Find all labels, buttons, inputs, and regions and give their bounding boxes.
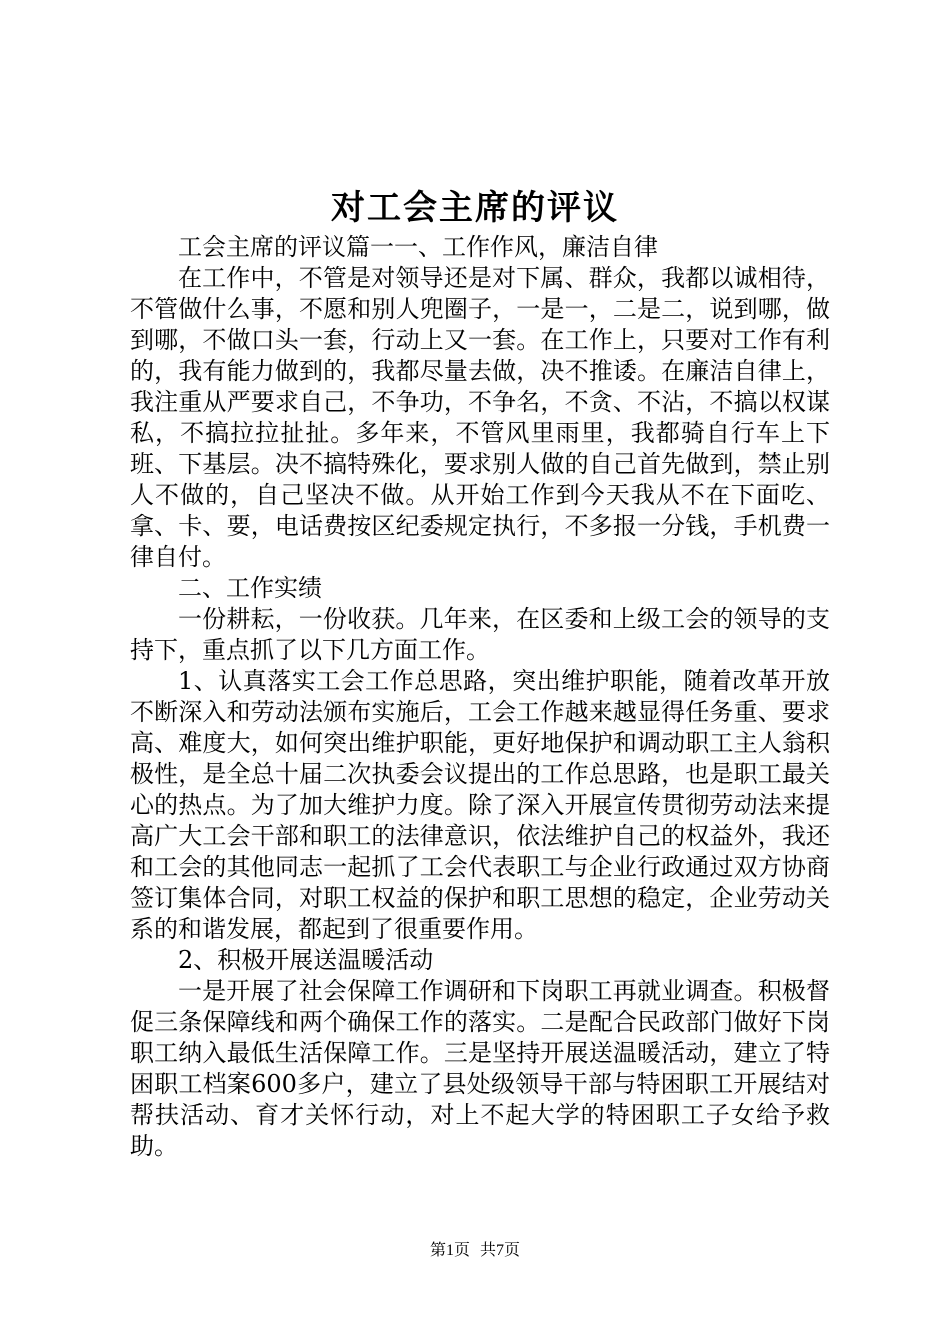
- paragraph-heading-achievements: 二、工作实绩: [178, 574, 322, 602]
- paragraph-intro: 工会主席的评议篇一一、工作作风，廉洁自律: [178, 233, 658, 261]
- document-body: [130, 232, 830, 1162]
- paragraph-item-1: 1、认真落实工会工作总思路，突出维护职能，随着改革开放不断深入和劳动法颁布实施后，工会工作越来越显得任务重、要求高、难度大，如何突出维护职能，更好地保护和调动职工主人翁积极性，是全总十届二次执委会议提出的工作总思路，也是职工最关心的热点。为了加大维护力度。除了深入开展宣传贯彻劳动法来提高广大工会干部和职工的法律意识，依法维护自己的权益外，我还和工会的其他同志一起抓了工会代表职工与企业行政通过双方协商签订集体合同，对职工权益的保护和职工思想的稳定，企业劳动关系的和谐发展，都起到了很重要作用。: [130, 667, 830, 943]
- document-title: 对工会主席的评议: [331, 188, 619, 228]
- page-footer: [0, 1240, 950, 1262]
- paragraph-work-style: 在工作中，不管是对领导还是对下属、群众，我都以诚相待，不管做什么事，不愿和别人兜圈子，一是一，二是二，说到哪，做到哪，不做口头一套，行动上又一套。在工作上，只要对工作有利的，我有能力做到的，我都尽量去做，决不推诿。在廉洁自律上，我注重从严要求自己，不争功，不争名，不贪、不沾，不搞以权谋私，不搞拉拉扯扯。多年来，不管风里雨里，我都骑自行车上下班、下基层。决不搞特殊化，要求别人做的自己首先做到，禁止别人不做的，自己坚决不做。从开始工作到今天我从不在下面吃、拿、卡、要，电话费按区纪委规定执行，不多报一分钱，手机费一律自付。: [130, 264, 830, 571]
- paragraph-heading-item-2: 2、积极开展送温暖活动: [178, 946, 434, 974]
- paragraph-item-2: 一是开展了社会保障工作调研和下岗职工再就业调查。积极督促三条保障线和两个确保工作的落实。二是配合民政部门做好下岗职工纳入最低生活保障工作。三是坚持开展送温暖活动，建立了特困职工档案600多户，建立了县处级领导干部与特困职工开展结对帮扶活动、育才关怀行动，对上不起大学的特困职工子女给予救助。: [130, 977, 830, 1160]
- paragraph-harvest: 一份耕耘，一份收获。几年来，在区委和上级工会的领导的支持下，重点抓了以下几方面工作。: [130, 605, 830, 664]
- page-number: 第1页: [429, 1242, 470, 1259]
- page-total: 共7页: [480, 1242, 521, 1259]
